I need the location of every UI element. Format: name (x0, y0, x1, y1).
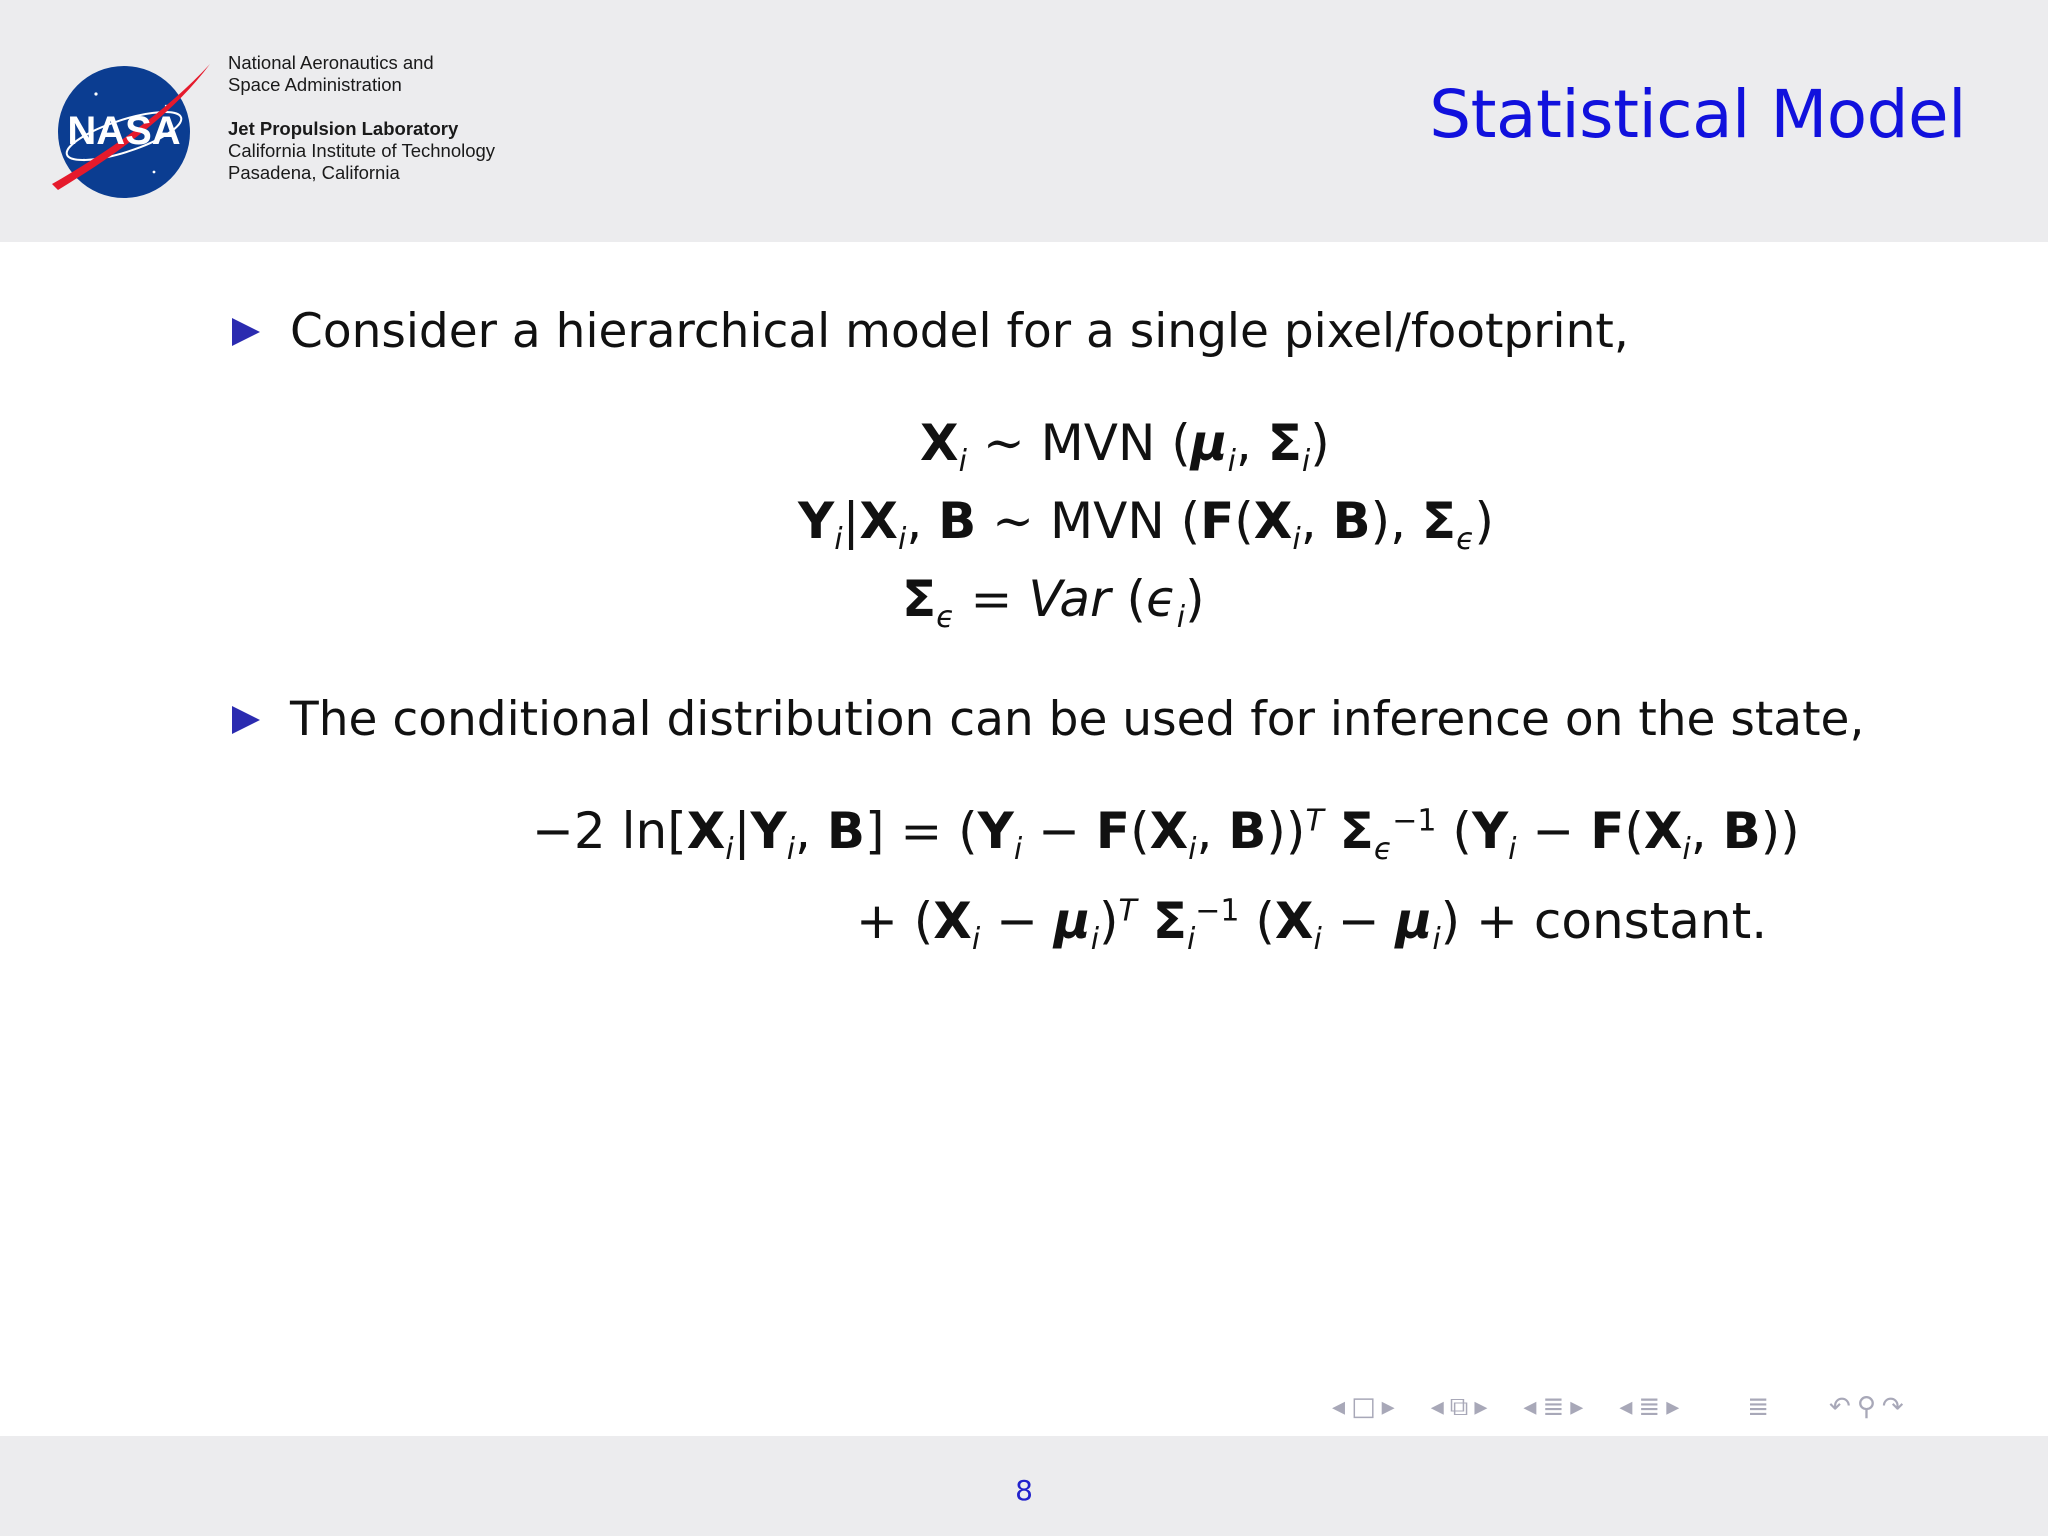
back-forward-icon[interactable]: ↶ (1829, 1392, 1851, 1422)
page-number: 8 (1015, 1474, 1033, 1507)
bullet-triangle-icon (232, 706, 260, 734)
nav-left-arrow-icon[interactable]: ◂ (1619, 1392, 1633, 1422)
slide-footer (0, 1436, 2048, 1536)
nav-right-arrow-icon[interactable]: ▸ (1666, 1392, 1680, 1422)
subsection-icon[interactable]: ⧉ (1449, 1391, 1469, 1422)
bullet-triangle-icon (232, 318, 260, 346)
bullet-2 (232, 692, 1864, 747)
var-label: Var (1028, 570, 1111, 628)
nasa-logo-text: NASA (67, 109, 181, 153)
equation-x-distribution: $X_i$ ∼ MVN ($\mu_i$, $\Sigma_i$) (920, 414, 1330, 479)
section-icon[interactable]: ≣ (1542, 1392, 1565, 1422)
org-line-2: Space Administration (228, 74, 402, 95)
beamer-navigation-bar (1332, 1392, 1904, 1422)
mvn-label: MVN (1040, 414, 1156, 472)
slide-header (0, 0, 2048, 242)
bullet-1 (232, 304, 1629, 359)
equation-log-posterior-line-2: + $(X_i - \mu_i)^T$ $\Sigma_i^{-1}$ $(X_i - \mu_i)$ + constant. (856, 892, 1768, 957)
nav-left-arrow-icon[interactable]: ◂ (1430, 1392, 1444, 1422)
nav-right-arrow-icon[interactable]: ▸ (1381, 1392, 1395, 1422)
back-forward-icon[interactable]: ↷ (1881, 1392, 1904, 1422)
constant-label: constant. (1533, 892, 1768, 950)
mvn-label: MVN (1049, 492, 1165, 550)
section-icon[interactable]: ≣ (1638, 1392, 1661, 1422)
lab-name: Jet Propulsion Laboratory (228, 118, 459, 139)
bullet-1-text: Consider a hierarchical model for a single pixel/footprint, (290, 304, 1629, 359)
equation-sigma-epsilon: $\Sigma_\epsilon$ = Var $(\epsilon_i)$ (902, 570, 1205, 635)
nav-left-arrow-icon[interactable]: ◂ (1332, 1392, 1346, 1422)
lab-line-2: California Institute of Technology (228, 140, 496, 161)
align-icon[interactable]: ≣ (1747, 1392, 1770, 1422)
lab-line-3: Pasadena, California (228, 162, 400, 183)
nasa-logo (44, 54, 214, 202)
search-icon[interactable]: ⚲ (1856, 1392, 1876, 1422)
nav-right-arrow-icon[interactable]: ▸ (1474, 1392, 1488, 1422)
nav-right-arrow-icon[interactable]: ▸ (1570, 1392, 1584, 1422)
equation-y-distribution: $Y_i|X_i$, B ∼ MVN ($F(X_i$, B), $\Sigma_\epsilon$) (798, 492, 1495, 557)
org-line-1: National Aeronautics and (228, 52, 434, 73)
frame-icon[interactable]: □ (1351, 1392, 1376, 1422)
organization-block (228, 52, 495, 184)
nav-left-arrow-icon[interactable]: ◂ (1523, 1392, 1537, 1422)
equation-log-posterior-line-1: −2 $\ln[X_i|Y_i$, $B] = (Y_i - F(X_i$, B))$^T$ $\Sigma_\epsilon^{-1}$ ($Y_i - F(X_i$, B)) (532, 802, 1800, 867)
bullet-2-text: The conditional distribution can be used for inference on the state, (290, 692, 1865, 747)
neg2ln-label: −2 ln (532, 802, 668, 860)
slide-title: Statistical Model (1429, 76, 1966, 153)
